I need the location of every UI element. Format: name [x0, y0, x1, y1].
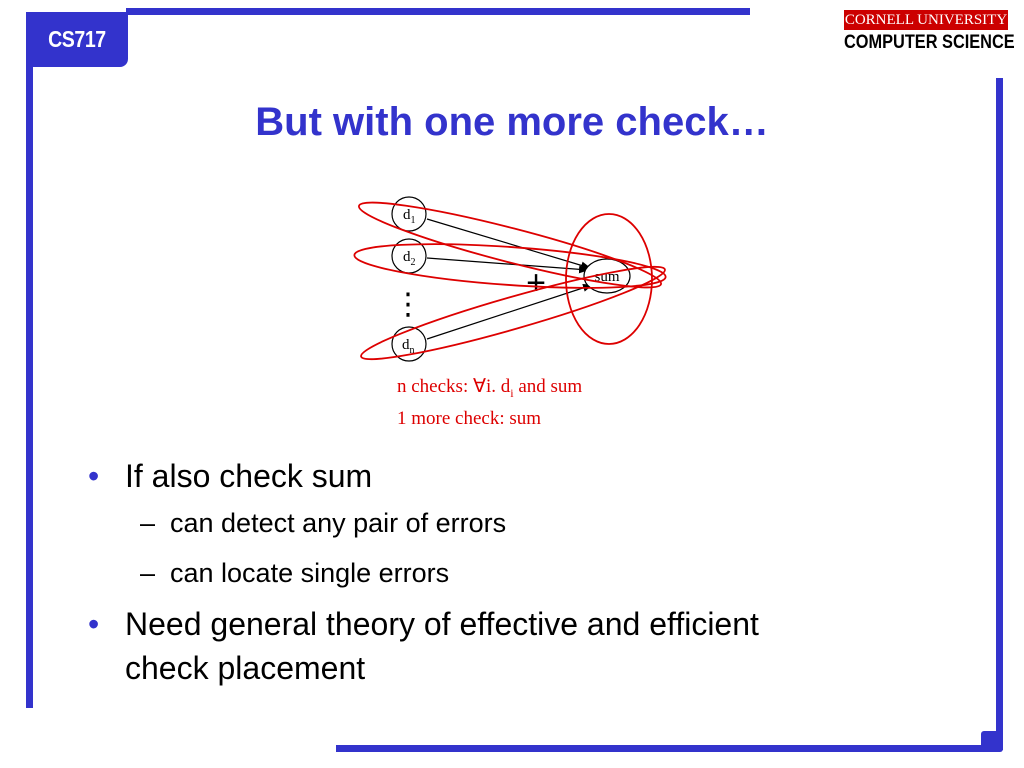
bullet-marker: • [88, 458, 100, 494]
bullet-marker: • [88, 606, 100, 642]
node-d2-label: $d_2$ [403, 249, 416, 268]
node-dn-label: $d_n$ [402, 337, 415, 356]
sub-bullet-text: can locate single errors [170, 558, 450, 588]
logo-department: COMPUTER SCIENCE [844, 32, 1015, 53]
slide-title: But with one more check… [255, 100, 769, 144]
bullet-item [88, 602, 968, 690]
diagram-caption [397, 374, 582, 431]
bullet-item [88, 454, 968, 498]
dash-marker: – [140, 508, 156, 538]
bullet-text-line-2: check placement [125, 650, 366, 686]
sub-bullet-text: can detect any pair of errors [170, 508, 507, 538]
vertical-ellipsis: ⋮ [393, 287, 423, 322]
bullet-list [88, 454, 968, 690]
sub-bullet-item [88, 498, 968, 548]
plus-sign: + [526, 264, 546, 302]
bullet-text-line-1: Need general theory of effective and efficient [125, 606, 759, 642]
node-sum-label: sum [594, 269, 620, 285]
sub-bullet-item [88, 548, 968, 598]
course-label: CS717 [48, 26, 106, 52]
dash-marker: – [140, 558, 156, 588]
caption-line-1: n checks: ∀i. $d_i$ and sum [397, 376, 583, 400]
node-d1-label: $d_1$ [403, 207, 416, 226]
caption-line-2: 1 more check: sum [397, 407, 542, 429]
bullet-text: If also check sum [125, 458, 373, 494]
logo-university: CORNELL UNIVERSITY [844, 12, 1008, 28]
